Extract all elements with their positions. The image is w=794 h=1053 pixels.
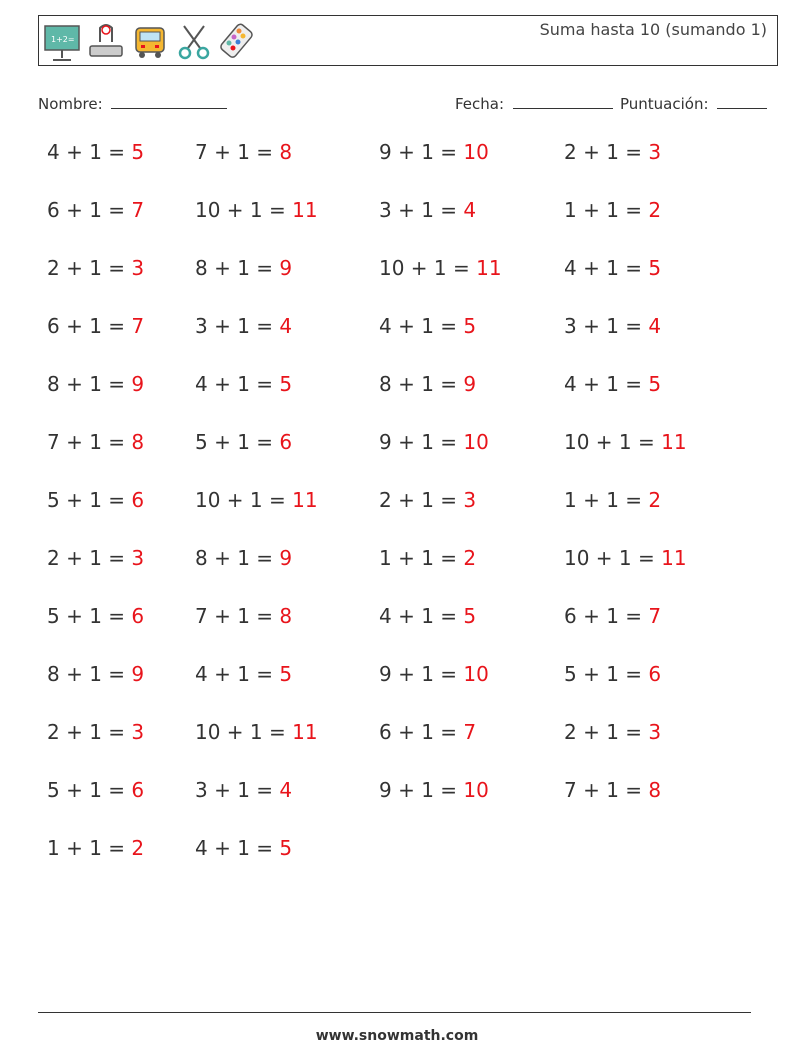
problem-row [0, 488, 794, 528]
problem-item [379, 662, 489, 686]
problem-answer: 6 [279, 430, 293, 454]
problem-answer: 2 [131, 836, 145, 860]
problem-item [564, 140, 661, 164]
problem-item [379, 720, 476, 744]
problem-item [195, 314, 292, 338]
problem-answer: 2 [648, 488, 662, 512]
problem-item [195, 778, 292, 802]
problem-question: 2 + 1 = [47, 546, 132, 570]
problem-item [195, 546, 292, 570]
problem-item [47, 546, 144, 570]
problem-answer: 9 [279, 256, 293, 280]
problem-answer: 5 [463, 314, 477, 338]
problem-answer: 4 [648, 314, 662, 338]
problem-answer: 9 [463, 372, 477, 396]
problem-row [0, 546, 794, 586]
problem-question: 5 + 1 = [47, 488, 132, 512]
problem-answer: 11 [292, 720, 318, 744]
problem-answer: 2 [648, 198, 662, 222]
header-box [38, 15, 778, 66]
problem-item [379, 546, 476, 570]
score-field [620, 94, 767, 113]
problem-row [0, 604, 794, 644]
problem-answer: 7 [648, 604, 662, 628]
problem-item [47, 720, 144, 744]
problem-question: 10 + 1 = [195, 488, 293, 512]
problem-item [47, 372, 144, 396]
problem-row [0, 778, 794, 818]
problem-answer: 2 [463, 546, 477, 570]
problem-item [564, 372, 661, 396]
problem-answer: 4 [279, 314, 293, 338]
problem-item [379, 256, 502, 280]
problem-question: 9 + 1 = [379, 140, 464, 164]
problem-answer: 6 [648, 662, 662, 686]
problem-question: 4 + 1 = [195, 836, 280, 860]
problem-question: 4 + 1 = [564, 256, 649, 280]
problem-row [0, 836, 794, 876]
problem-item [564, 430, 687, 454]
problem-question: 4 + 1 = [379, 604, 464, 628]
problem-item [47, 488, 144, 512]
problem-answer: 8 [279, 140, 293, 164]
problem-question: 8 + 1 = [195, 546, 280, 570]
problem-question: 2 + 1 = [564, 140, 649, 164]
problem-question: 3 + 1 = [564, 314, 649, 338]
problem-question: 1 + 1 = [564, 488, 649, 512]
problem-answer: 3 [648, 140, 662, 164]
problem-answer: 3 [463, 488, 477, 512]
problem-item [379, 140, 489, 164]
problem-question: 4 + 1 = [379, 314, 464, 338]
problem-question: 4 + 1 = [564, 372, 649, 396]
problem-question: 3 + 1 = [379, 198, 464, 222]
problem-item [564, 314, 661, 338]
score-blank[interactable] [717, 94, 767, 109]
problem-question: 9 + 1 = [379, 778, 464, 802]
problem-question: 5 + 1 = [47, 778, 132, 802]
problem-item [195, 372, 292, 396]
problem-answer: 5 [648, 372, 662, 396]
problem-answer: 3 [131, 256, 145, 280]
problem-row [0, 140, 794, 180]
problem-answer: 4 [463, 198, 477, 222]
problem-question: 3 + 1 = [195, 778, 280, 802]
problem-question: 2 + 1 = [379, 488, 464, 512]
problem-question: 9 + 1 = [379, 662, 464, 686]
problem-row [0, 372, 794, 412]
problem-answer: 7 [463, 720, 477, 744]
problem-item [47, 430, 144, 454]
problem-answer: 6 [131, 604, 145, 628]
problem-answer: 5 [279, 836, 293, 860]
problem-question: 4 + 1 = [195, 662, 280, 686]
problem-question: 8 + 1 = [47, 372, 132, 396]
problem-answer: 8 [131, 430, 145, 454]
problem-item [47, 778, 144, 802]
problem-item [564, 662, 661, 686]
binder-clip-icon [87, 20, 125, 62]
problem-question: 1 + 1 = [47, 836, 132, 860]
problem-answer: 7 [131, 198, 145, 222]
problem-answer: 5 [131, 140, 145, 164]
problem-question: 7 + 1 = [564, 778, 649, 802]
problem-answer: 8 [648, 778, 662, 802]
scissors-icon [175, 20, 213, 62]
paint-palette-icon [219, 20, 257, 62]
problem-item [195, 198, 318, 222]
header-icons [43, 20, 257, 62]
problem-item [195, 430, 292, 454]
problem-answer: 6 [131, 488, 145, 512]
problem-item [564, 546, 687, 570]
problem-item [47, 836, 144, 860]
problem-answer: 9 [131, 662, 145, 686]
problem-question: 2 + 1 = [47, 256, 132, 280]
problem-answer: 7 [131, 314, 145, 338]
problem-answer: 5 [279, 662, 293, 686]
problem-row [0, 662, 794, 702]
footer-divider [38, 1012, 751, 1013]
problem-answer: 6 [131, 778, 145, 802]
chalkboard-icon [43, 20, 81, 62]
problem-answer: 10 [463, 778, 489, 802]
problem-item [47, 662, 144, 686]
problem-item [379, 488, 476, 512]
problem-question: 2 + 1 = [47, 720, 132, 744]
problem-item [379, 314, 476, 338]
problem-question: 10 + 1 = [379, 256, 477, 280]
problem-answer: 3 [131, 546, 145, 570]
problem-question: 10 + 1 = [195, 720, 293, 744]
problem-question: 6 + 1 = [47, 314, 132, 338]
problem-question: 4 + 1 = [47, 140, 132, 164]
problem-row [0, 430, 794, 470]
problem-question: 8 + 1 = [47, 662, 132, 686]
name-blank[interactable] [111, 94, 227, 109]
problem-item [379, 778, 489, 802]
problem-item [564, 488, 661, 512]
problem-question: 10 + 1 = [564, 546, 662, 570]
date-blank[interactable] [513, 94, 613, 109]
problem-answer: 10 [463, 430, 489, 454]
problem-answer: 11 [476, 256, 502, 280]
problem-item [564, 198, 661, 222]
problem-answer: 8 [279, 604, 293, 628]
problem-item [195, 720, 318, 744]
school-bus-icon [131, 20, 169, 62]
problem-answer: 5 [648, 256, 662, 280]
problem-question: 3 + 1 = [195, 314, 280, 338]
problem-question: 10 + 1 = [564, 430, 662, 454]
problem-question: 7 + 1 = [47, 430, 132, 454]
problem-item [195, 488, 318, 512]
problem-answer: 3 [131, 720, 145, 744]
problem-question: 1 + 1 = [379, 546, 464, 570]
problem-question: 7 + 1 = [195, 140, 280, 164]
problem-question: 1 + 1 = [564, 198, 649, 222]
problem-item [47, 604, 144, 628]
problem-item [195, 256, 292, 280]
problem-row [0, 198, 794, 238]
problem-item [564, 256, 661, 280]
problem-answer: 11 [292, 198, 318, 222]
date-field [455, 94, 613, 113]
problem-question: 2 + 1 = [564, 720, 649, 744]
problem-answer: 10 [463, 662, 489, 686]
footer-url: www.snowmath.com [315, 1028, 479, 1044]
problem-item [47, 140, 144, 164]
problem-answer: 11 [661, 430, 687, 454]
score-label: Puntuación: [620, 95, 709, 113]
problem-item [47, 314, 144, 338]
problem-row [0, 256, 794, 296]
problem-question: 8 + 1 = [379, 372, 464, 396]
problem-question: 5 + 1 = [47, 604, 132, 628]
problem-question: 9 + 1 = [379, 430, 464, 454]
problem-question: 6 + 1 = [564, 604, 649, 628]
problem-item [564, 778, 661, 802]
worksheet-title: Suma hasta 10 (sumando 1) [539, 20, 767, 39]
problem-row [0, 314, 794, 354]
problem-answer: 4 [279, 778, 293, 802]
problem-question: 10 + 1 = [195, 198, 293, 222]
problem-question: 7 + 1 = [195, 604, 280, 628]
problem-item [379, 198, 476, 222]
date-label: Fecha: [455, 95, 505, 113]
problem-question: 6 + 1 = [47, 198, 132, 222]
problem-question: 5 + 1 = [195, 430, 280, 454]
problem-answer: 11 [661, 546, 687, 570]
problem-answer: 10 [463, 140, 489, 164]
problem-row [0, 720, 794, 760]
problem-answer: 3 [648, 720, 662, 744]
problem-item [195, 140, 292, 164]
problem-answer: 9 [279, 546, 293, 570]
problem-item [379, 430, 489, 454]
problem-item [564, 720, 661, 744]
problem-item [47, 256, 144, 280]
problem-item [379, 372, 476, 396]
problem-item [47, 198, 144, 222]
problem-item [195, 662, 292, 686]
problem-item [564, 604, 661, 628]
problem-question: 5 + 1 = [564, 662, 649, 686]
name-label: Nombre: [38, 95, 103, 113]
problem-item [195, 604, 292, 628]
svg-text:1+2=: 1+2= [51, 35, 75, 44]
problem-answer: 5 [279, 372, 293, 396]
problem-item [195, 836, 292, 860]
problem-question: 6 + 1 = [379, 720, 464, 744]
problem-answer: 11 [292, 488, 318, 512]
problem-question: 4 + 1 = [195, 372, 280, 396]
problem-question: 8 + 1 = [195, 256, 280, 280]
problem-answer: 9 [131, 372, 145, 396]
problem-answer: 5 [463, 604, 477, 628]
name-field [38, 94, 227, 113]
problem-item [379, 604, 476, 628]
